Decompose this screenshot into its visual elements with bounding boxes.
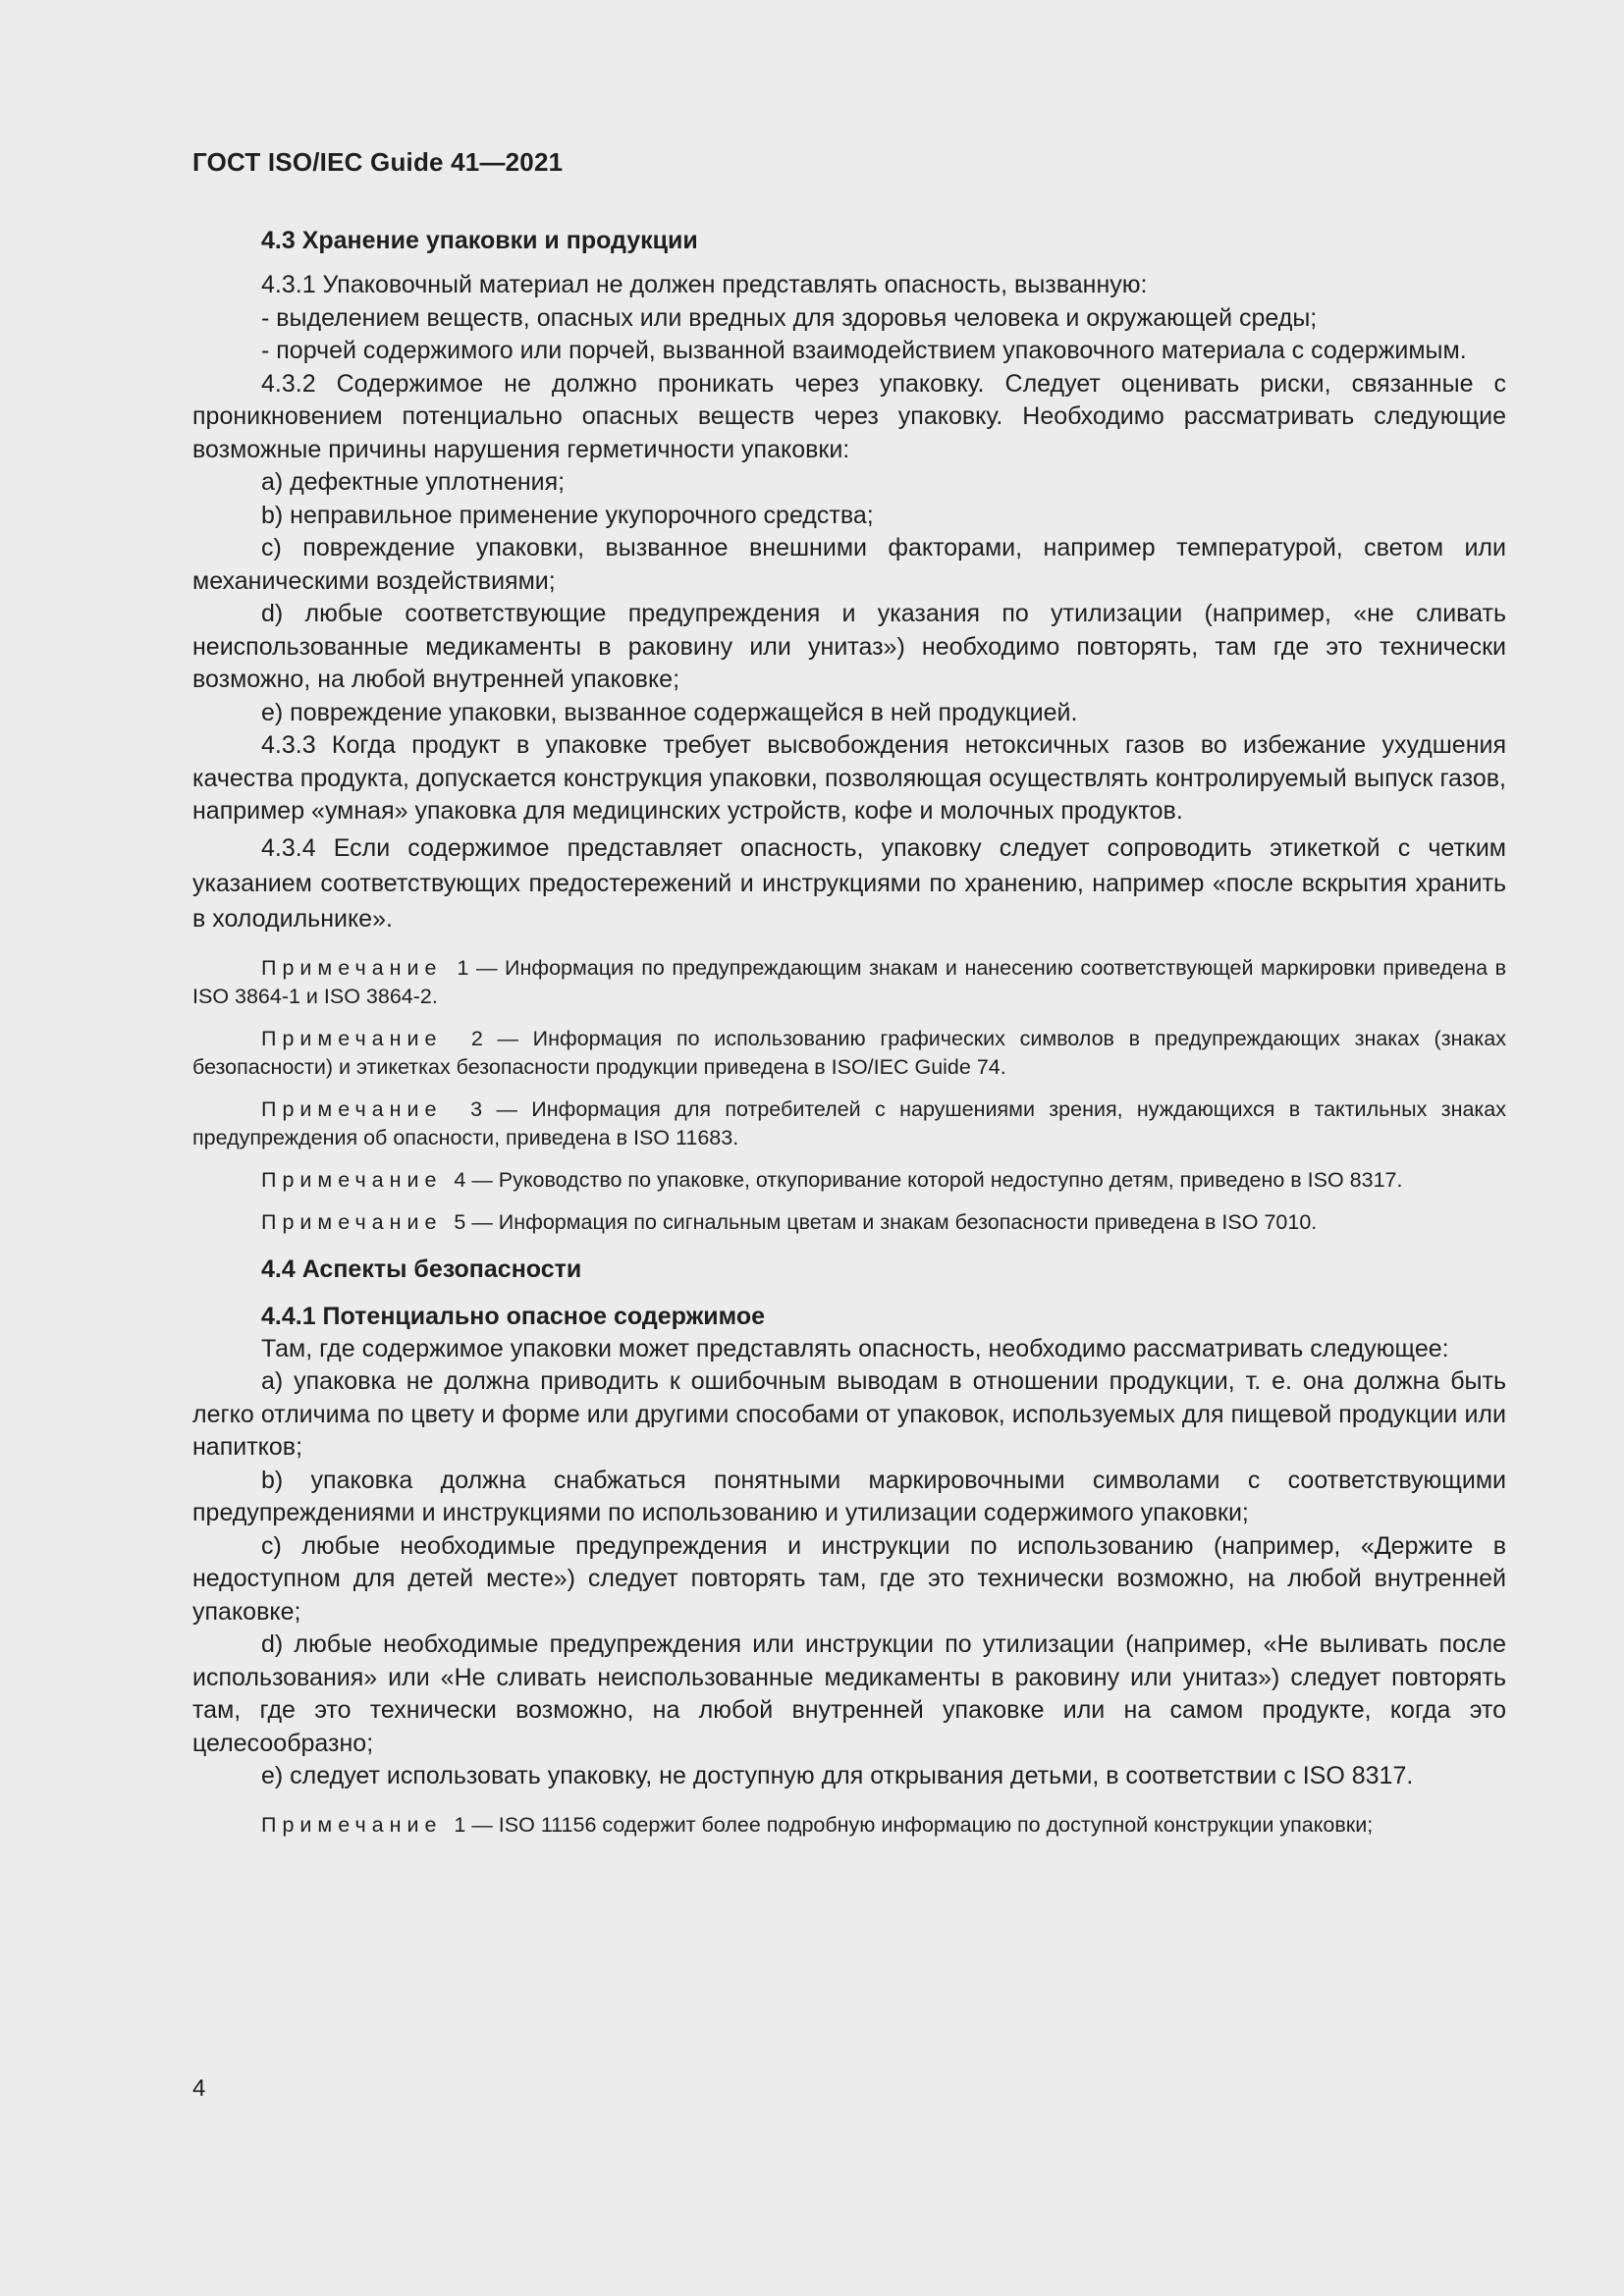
list-item-e: e) повреждение упаковки, вызванное содержащейся в ней продукцией. <box>261 698 1078 726</box>
list-item-dash: - выделением веществ, опасных или вредных для здоровья человека и окружающей среды; <box>261 303 1318 332</box>
section-heading-4-4: 4.4 Аспекты безопасности <box>261 1255 582 1283</box>
paragraph-4-3-4: 4.3.4 Если содержимое представляет опасность, упаковку следует сопроводить этикеткой с четким указанием соответствующих предостережений и инструкциями по хранению, например «после вскрытия хранить в холодильнике». <box>192 833 1506 933</box>
list-item-b: b) неправильное применение укупорочного средства; <box>261 501 874 529</box>
note-3 <box>192 1095 1506 1152</box>
note-text: 1 — Информация по предупреждающим знакам и нанесению соответствующей маркировки приведена в ISO 3864-1 и ISO 3864-2. <box>192 955 1506 1008</box>
note-label: Примечание <box>261 1209 443 1234</box>
list-item-d: d) любые необходимые предупреждения или инструкции по утилизации (например, «Не выливать после использования» или «Не сливать неиспользованные медикаменты в раковину или унитаз») следует повторять там, где это технически возможно, на любой внутренней упаковке или на самом продукте, когда это целесообразно; <box>192 1630 1506 1757</box>
paragraph-4-3-3: 4.3.3 Когда продукт в упаковке требует высвобождения нетоксичных газов во избежание ухудшения качества продукта, допускается конструкция упаковки, позволяющая осуществлять контролируемый выпуск газов, например «умная» упаковка для медицинских устройств, кофе и молочных продуктов. <box>192 731 1506 825</box>
note-5 <box>192 1208 1506 1237</box>
note-4-4-1 <box>192 1811 1506 1840</box>
note-text: 2 — Информация по использованию графических символов в предупреждающих знаках (знаках безопасности) и этикетках безопасности продукции приведена в ISO/IEC Guide 74. <box>192 1026 1506 1079</box>
paragraph-4-3-1: 4.3.1 Упаковочный материал не должен представлять опасность, вызванную: <box>261 271 1148 298</box>
note-label: Примечание <box>261 955 443 980</box>
subsection-heading-4-4-1: 4.4.1 Потенциально опасное содержимое <box>261 1302 766 1330</box>
paragraph-4-3-2: 4.3.2 Содержимое не должно проникать через упаковку. Следует оценивать риски, связанные с проникновением потенциально опасных веществ через упаковку. Необходимо рассматривать следующие возможные причины нарушения герметичности упаковки: <box>192 369 1506 463</box>
note-text: 3 — Информация для потребителей с нарушениями зрения, нуждающихся в тактильных знаках предупреждения об опасности, приведена в ISO 11683. <box>192 1096 1507 1149</box>
note-label: Примечание <box>261 1812 443 1837</box>
list-item-b: b) упаковка должна снабжаться понятными маркировочными символами с соответствующими предупреждениями и инструкциями по использованию и утилизации содержимого упаковки; <box>192 1466 1506 1526</box>
page-number: 4 <box>192 2075 206 2102</box>
note-text: 4 — Руководство по упаковке, откупоривание которой недоступно детям, приведено в ISO 8317. <box>454 1167 1403 1192</box>
list-item-dash: - порчей содержимого или порчей, вызванной взаимодействием упаковочного материала с содержимым. <box>261 337 1467 364</box>
note-2 <box>192 1025 1506 1082</box>
list-item-a: a) упаковка не должна приводить к ошибочным выводам в отношении продукции, т. е. она должна быть легко отличима по цвету и форме или другими способами от упаковок, используемых для пищевой продукции или напитков; <box>192 1367 1506 1461</box>
note-1 <box>192 954 1506 1011</box>
document-header: ГОСТ ISO/IEC Guide 41—2021 <box>192 147 564 177</box>
note-label: Примечание <box>261 1096 443 1121</box>
list-item-a: a) дефектные уплотнения; <box>261 468 566 496</box>
list-item-e: e) следует использовать упаковку, не доступную для открывания детьми, в соответствии с ISO 8317. <box>261 1762 1414 1789</box>
list-item-c: c) повреждение упаковки, вызванное внешними факторами, например температурой, светом или механическими воздействиями; <box>192 534 1506 595</box>
document-body <box>192 224 1506 1840</box>
list-item-c: c) любые необходимые предупреждения и инструкции по использованию (например, «Держите в недоступном для детей месте») следует повторять там, где это технически возможно, на любой внутренней упаковке; <box>192 1531 1506 1626</box>
note-label: Примечание <box>261 1167 443 1192</box>
section-heading-4-3: 4.3 Хранение упаковки и продукции <box>261 227 698 254</box>
list-item-d: d) любые соответствующие предупреждения и указания по утилизации (например, «не сливать неиспользованные медикаменты в раковину или унитаз») необходимо повторять, там где это технически возможно, на любой внутренней упаковке; <box>192 600 1506 693</box>
note-text: 5 — Информация по сигнальным цветам и знакам безопасности приведена в ISO 7010. <box>454 1209 1318 1234</box>
note-text: 1 — ISO 11156 содержит более подробную информацию по доступной конструкции упаковки; <box>454 1812 1374 1837</box>
note-label: Примечание <box>261 1026 443 1050</box>
note-4 <box>192 1166 1506 1195</box>
paragraph-4-4-1-intro: Там, где содержимое упаковки может представлять опасность, необходимо рассматривать следующее: <box>261 1334 1449 1362</box>
